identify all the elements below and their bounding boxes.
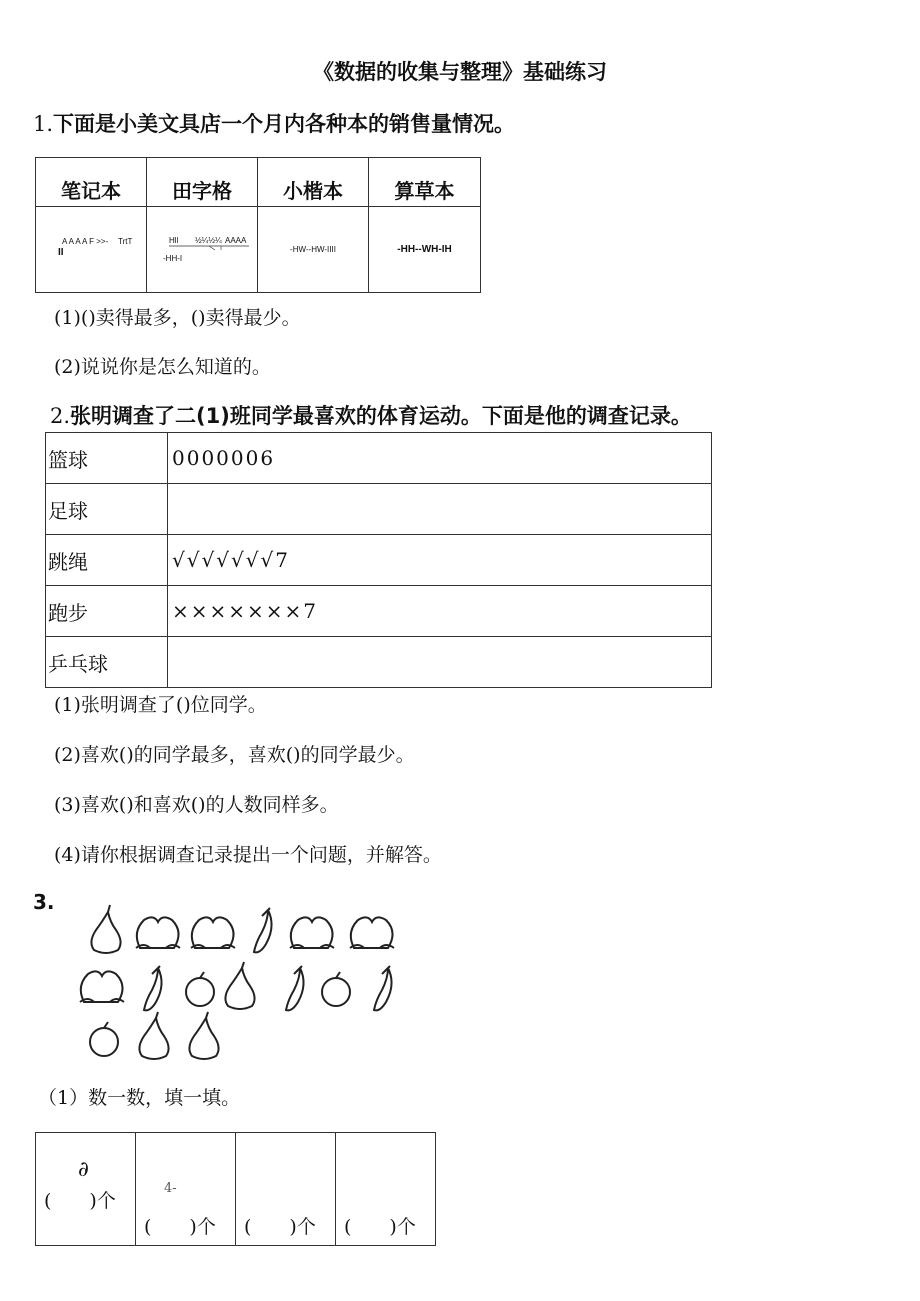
question-3-part-1: （1）数一数，填一填。	[38, 1087, 241, 1109]
apple-icon	[90, 1022, 118, 1056]
row-value: ×××××××7	[168, 586, 712, 637]
header-xiaokai-book: 小楷本	[258, 158, 369, 207]
tally-grid-book	[147, 207, 258, 293]
cell-symbol: 4-	[164, 1181, 177, 1196]
fruit-count-cell	[236, 1133, 336, 1246]
question-1-text: 下面是小美文具店一个月内各种本的销售量情况。	[53, 112, 516, 136]
fruit-illustration	[70, 902, 410, 1072]
tally-grid-marks-b: ½¼½¼	[195, 236, 222, 245]
row-label: 足球	[46, 484, 168, 535]
question-1-part-2: (2)说说你是怎么知道的。	[54, 356, 271, 378]
tally-xiaokai-marks: -HW--HW-IIII	[290, 245, 336, 254]
apple-icon	[186, 972, 214, 1006]
row-value	[168, 484, 712, 535]
row-label: 乒乓球	[46, 637, 168, 688]
tally-scratch-marks: -HH--WH-IH	[397, 244, 452, 255]
tally-notebook-marks-b: TrtT	[118, 237, 133, 246]
fruit-count-cell	[36, 1133, 136, 1246]
tally-notebook-marks-c: II	[58, 247, 64, 258]
pear-icon	[139, 1012, 168, 1059]
row-label: 跳绳	[46, 535, 168, 586]
question-2-part-3: (3)喜欢()和喜欢()的人数同样多。	[54, 794, 339, 816]
tally-grid-marks-a: Hll	[169, 236, 179, 245]
peach-icon	[136, 917, 180, 948]
tally-underline	[169, 245, 249, 251]
count-blank[interactable]: ( )个	[144, 1216, 216, 1238]
banana-icon	[286, 966, 304, 1010]
header-scratch-book: 算草本	[369, 158, 481, 207]
count-blank[interactable]: ( )个	[244, 1216, 316, 1238]
row-label: 篮球	[46, 433, 168, 484]
question-2-part-4: (4)请你根据调查记录提出一个问题，并解答。	[54, 844, 442, 866]
row-label: 跑步	[46, 586, 168, 637]
question-3-number: 3.	[33, 890, 55, 914]
tally-notebook	[36, 207, 147, 293]
header-notebook: 笔记本	[36, 158, 147, 207]
table-row	[46, 535, 712, 586]
tally-grid-marks-d: -HH-I	[163, 254, 183, 263]
question-1-number: 1.	[33, 112, 54, 136]
cell-symbol: ∂	[78, 1157, 89, 1181]
pear-icon	[189, 1012, 218, 1059]
question-2-part-1: (1)张明调查了()位同学。	[54, 694, 267, 716]
pear-icon	[225, 962, 254, 1009]
table-row	[46, 484, 712, 535]
count-blank[interactable]: ( )个	[344, 1216, 416, 1238]
question-2-text: 张明调查了二(1)班同学最喜欢的体育运动。下面是他的调查记录。	[70, 404, 692, 428]
table-row	[46, 433, 712, 484]
table-row	[46, 586, 712, 637]
header-grid-book: 田字格	[147, 158, 258, 207]
row-value: 0000006	[168, 433, 712, 484]
question-2-number: 2.	[50, 404, 71, 428]
peach-icon	[80, 971, 124, 1002]
sports-survey-table	[45, 432, 712, 688]
question-2-part-2: (2)喜欢()的同学最多，喜欢()的同学最少。	[54, 744, 415, 766]
table-row	[46, 637, 712, 688]
peach-icon	[350, 917, 394, 948]
apple-icon	[322, 972, 350, 1006]
tally-xiaokai-book	[258, 207, 369, 293]
question-2-heading	[50, 400, 692, 430]
count-blank[interactable]: ( )个	[44, 1190, 116, 1212]
banana-icon	[374, 966, 392, 1010]
banana-icon	[144, 966, 162, 1010]
fruit-count-table	[35, 1132, 436, 1246]
tally-notebook-marks-a: A A A A F >>-	[62, 237, 109, 246]
peach-icon	[290, 917, 334, 948]
fruit-count-cell	[336, 1133, 436, 1246]
tally-scratch-book	[369, 207, 481, 293]
peach-icon	[191, 917, 235, 948]
pear-icon	[91, 905, 120, 953]
row-value: √√√√√√√7	[168, 535, 712, 586]
tally-grid-marks-c: AAAA	[225, 236, 247, 245]
sales-table	[35, 157, 481, 293]
row-value	[168, 637, 712, 688]
banana-icon	[254, 908, 272, 952]
question-1-heading	[33, 108, 515, 138]
question-1-part-1: (1)()卖得最多，()卖得最少。	[54, 307, 301, 329]
page-title: 《数据的收集与整理》基础练习	[313, 60, 607, 84]
fruit-count-cell	[136, 1133, 236, 1246]
